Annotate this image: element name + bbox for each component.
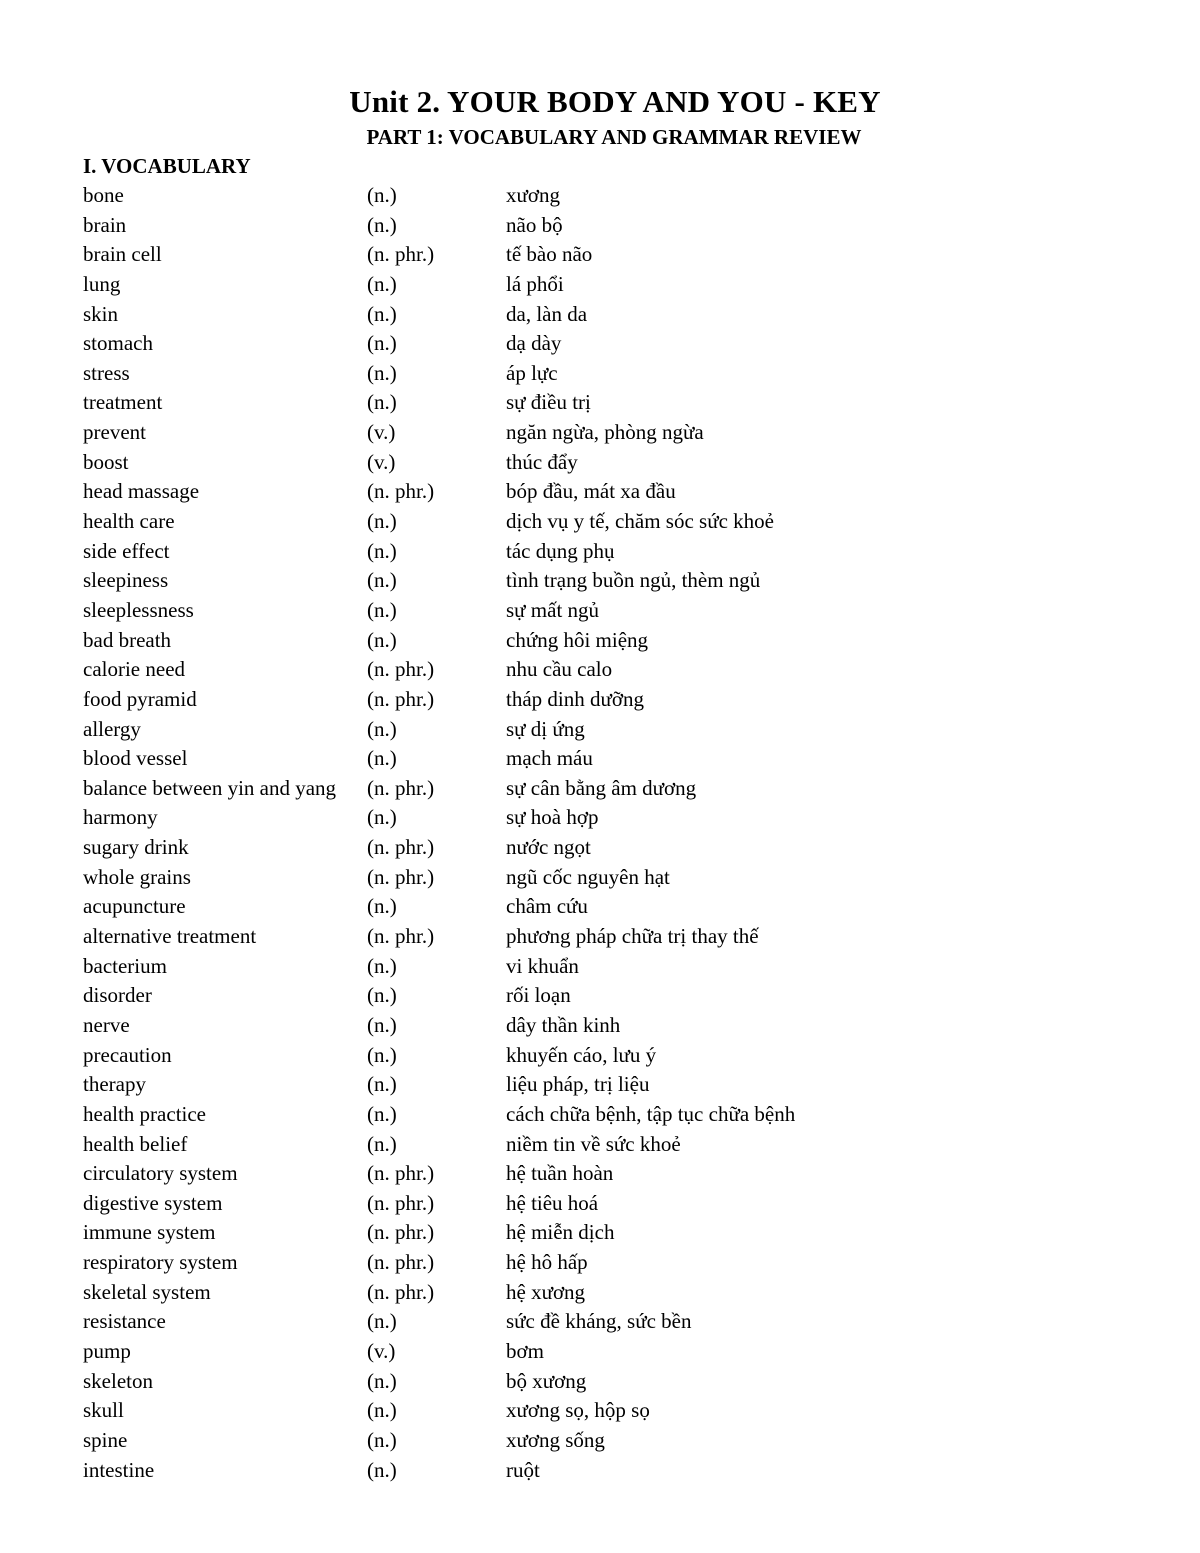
vocabulary-row [83,448,1083,478]
part-of-speech: (n. phr.) [367,924,435,949]
part-of-speech: (n.) [367,1427,397,1452]
vocabulary-meaning: mạch máu [506,746,593,771]
part-of-speech: (n. phr.) [367,864,435,889]
vocabulary-word: bad breath [83,627,172,652]
part-of-speech: (n.) [367,509,397,534]
part-of-speech: (n.) [367,746,397,771]
vocabulary-meaning: hệ miễn dịch [506,1220,615,1245]
vocabulary-row [83,418,1083,448]
vocabulary-word: stomach [83,331,153,356]
part-of-speech: (n.) [367,212,397,237]
vocabulary-word: bacterium [83,953,167,978]
vocabulary-word: calorie need [83,657,186,682]
vocabulary-meaning: sự cân bằng âm dương [506,775,697,800]
vocabulary-row [83,477,1083,507]
vocabulary-word: skeletal system [83,1279,211,1304]
vocabulary-row [83,1426,1083,1456]
vocabulary-row [83,1130,1083,1160]
part-of-speech: (n. phr.) [367,479,435,504]
vocabulary-word: treatment [83,390,163,415]
vocabulary-word: respiratory system [83,1250,238,1275]
vocabulary-row [83,981,1083,1011]
part-of-speech: (n. phr.) [367,835,435,860]
vocabulary-word: brain cell [83,242,162,267]
vocabulary-word: resistance [83,1309,166,1334]
part-of-speech: (n.) [367,953,397,978]
vocabulary-row [83,952,1083,982]
vocabulary-word: sleepiness [83,568,169,593]
vocabulary-row [83,1367,1083,1397]
part-of-speech: (n.) [367,716,397,741]
vocabulary-meaning: xương sọ, hộp sọ [506,1398,650,1423]
vocabulary-word: side effect [83,538,170,563]
vocabulary-meaning: dây thần kinh [506,1012,621,1037]
part-of-speech: (n.) [367,538,397,563]
vocabulary-word: sleeplessness [83,597,194,622]
part-of-speech: (n.) [367,360,397,385]
part-of-speech: (n.) [367,805,397,830]
document-title: Unit 2. YOUR BODY AND YOU - KEY [349,84,881,119]
vocabulary-row [83,833,1083,863]
vocabulary-row [83,537,1083,567]
vocabulary-row [83,1100,1083,1130]
vocabulary-word: food pyramid [83,686,197,711]
vocabulary-word: nerve [83,1012,130,1037]
vocabulary-row [83,388,1083,418]
part-of-speech: (n. phr.) [367,1250,435,1275]
vocabulary-row [83,655,1083,685]
vocabulary-meaning: não bộ [506,212,563,237]
part-of-speech: (v.) [367,420,396,445]
part-of-speech: (v.) [367,1338,396,1363]
vocabulary-row [83,803,1083,833]
vocabulary-word: lung [83,271,121,296]
vocabulary-row [83,774,1083,804]
vocabulary-meaning: bộ xương [506,1368,587,1393]
vocabulary-meaning: ngăn ngừa, phòng ngừa [506,420,704,445]
part-of-speech: (n.) [367,183,397,207]
vocabulary-word: allergy [83,716,141,741]
vocabulary-meaning: phương pháp chữa trị thay thế [506,924,759,949]
vocabulary-word: immune system [83,1220,216,1245]
vocabulary-row [83,270,1083,300]
part-of-speech: (n.) [367,1042,397,1067]
vocabulary-word: boost [83,449,129,474]
part-of-speech: (n.) [367,983,397,1008]
vocabulary-meaning: vi khuẩn [506,953,579,978]
part-of-speech: (n.) [367,390,397,415]
part-of-speech: (n.) [367,894,397,919]
vocabulary-meaning: da, làn da [506,301,588,326]
vocabulary-meaning: nhu cầu calo [506,657,613,682]
vocabulary-word: bone [83,183,124,207]
vocabulary-row [83,1307,1083,1337]
vocabulary-meaning: thúc đẩy [506,449,578,474]
vocabulary-row [83,1041,1083,1071]
vocabulary-row [83,507,1083,537]
vocabulary-meaning: bơm [506,1338,544,1363]
vocabulary-word: alternative treatment [83,924,257,949]
part-of-speech: (n.) [367,331,397,356]
vocabulary-meaning: sức đề kháng, sức bền [506,1309,692,1334]
vocabulary-word: precaution [83,1042,172,1067]
vocabulary-meaning: cách chữa bệnh, tập tục chữa bệnh [506,1101,796,1126]
vocabulary-meaning: xương sống [506,1427,605,1452]
vocabulary-row [83,1011,1083,1041]
vocabulary-meaning: châm cứu [506,894,588,919]
vocabulary-row [83,240,1083,270]
part-of-speech: (n.) [367,627,397,652]
vocabulary-meaning: tháp dinh dưỡng [506,686,644,711]
vocabulary-row [83,211,1083,241]
vocabulary-meaning: tế bào não [506,242,593,267]
vocabulary-meaning: sự điều trị [506,390,591,415]
vocabulary-word: sugary drink [83,835,189,860]
vocabulary-row [83,596,1083,626]
vocabulary-word: skeleton [83,1368,153,1393]
vocabulary-meaning: chứng hôi miệng [506,627,649,652]
vocabulary-row [83,1337,1083,1367]
vocabulary-meaning: hệ tuần hoàn [506,1161,614,1186]
part-of-speech: (n.) [367,1012,397,1037]
vocabulary-row [83,1218,1083,1248]
vocabulary-meaning: nước ngọt [506,835,591,860]
part-of-speech: (n.) [367,301,397,326]
vocabulary-meaning: ruột [506,1457,540,1482]
part-of-speech: (n. phr.) [367,775,435,800]
vocabulary-word: health practice [83,1101,207,1126]
vocabulary-word: disorder [83,983,152,1008]
part-of-speech: (n.) [367,1309,397,1334]
part-of-speech: (n.) [367,271,397,296]
vocabulary-word: acupuncture [83,894,186,919]
part-of-speech: (n.) [367,568,397,593]
part-of-speech: (n. phr.) [367,1161,435,1186]
vocabulary-meaning: lá phổi [506,271,564,296]
vocabulary-word: harmony [83,805,158,830]
vocabulary-row [83,892,1083,922]
vocabulary-row [83,1189,1083,1219]
vocabulary-row [83,685,1083,715]
part-of-speech: (n.) [367,1101,397,1126]
vocabulary-word: health belief [83,1131,188,1156]
part-of-speech: (n.) [367,1131,397,1156]
vocabulary-word: skin [83,301,119,326]
vocabulary-word: balance between yin and yang [83,775,337,800]
vocabulary-row [83,1248,1083,1278]
vocabulary-word: intestine [83,1457,155,1482]
vocabulary-meaning: áp lực [506,360,558,385]
vocabulary-row [83,922,1083,952]
vocabulary-row [83,1396,1083,1426]
vocabulary-row [83,1159,1083,1189]
part-of-speech: (n. phr.) [367,1279,435,1304]
vocabulary-word: health care [83,509,175,534]
vocabulary-word: circulatory system [83,1161,238,1186]
vocabulary-list [83,181,1083,1485]
vocabulary-row [83,1070,1083,1100]
vocabulary-meaning: sự dị ứng [506,716,585,741]
vocabulary-row [83,1278,1083,1308]
part-of-speech: (n. phr.) [367,1190,435,1215]
vocabulary-meaning: xương [506,183,560,207]
part-of-speech: (n.) [367,1368,397,1393]
vocabulary-word: stress [83,360,130,385]
vocabulary-word: blood vessel [83,746,188,771]
vocabulary-row [83,359,1083,389]
part-of-speech: (n. phr.) [367,242,435,267]
vocabulary-word: digestive system [83,1190,223,1215]
vocabulary-row [83,181,1083,211]
vocabulary-row [83,626,1083,656]
vocabulary-meaning: hệ tiêu hoá [506,1190,599,1215]
vocabulary-word: brain [83,212,127,237]
vocabulary-meaning: niềm tin về sức khoẻ [506,1131,681,1156]
vocabulary-meaning: tình trạng buồn ngủ, thèm ngủ [506,568,761,593]
part-of-speech: (n.) [367,597,397,622]
vocabulary-meaning: khuyến cáo, lưu ý [506,1042,657,1067]
vocabulary-meaning: dịch vụ y tế, chăm sóc sức khoẻ [506,509,774,534]
vocabulary-row [83,1456,1083,1486]
vocabulary-word: therapy [83,1072,146,1097]
vocabulary-row [83,744,1083,774]
document-subtitle: PART 1: VOCABULARY AND GRAMMAR REVIEW [366,125,862,149]
part-of-speech: (n.) [367,1398,397,1423]
part-of-speech: (n.) [367,1072,397,1097]
vocabulary-word: skull [83,1398,124,1423]
vocabulary-meaning: dạ dày [506,331,562,356]
vocabulary-meaning: rối loạn [506,983,571,1008]
vocabulary-row [83,329,1083,359]
part-of-speech: (n. phr.) [367,1220,435,1245]
vocabulary-meaning: hệ xương [506,1279,586,1304]
vocabulary-row [83,566,1083,596]
vocabulary-meaning: hệ hô hấp [506,1250,588,1275]
part-of-speech: (v.) [367,449,396,474]
vocabulary-word: pump [83,1338,131,1363]
vocabulary-row [83,863,1083,893]
vocabulary-row [83,300,1083,330]
part-of-speech: (n. phr.) [367,657,435,682]
vocabulary-meaning: tác dụng phụ [506,538,615,563]
vocabulary-meaning: bóp đầu, mát xa đầu [506,479,676,504]
vocabulary-meaning: ngũ cốc nguyên hạt [506,864,670,889]
vocabulary-meaning: liệu pháp, trị liệu [506,1072,650,1097]
part-of-speech: (n. phr.) [367,686,435,711]
vocabulary-word: head massage [83,479,200,504]
section-heading: I. VOCABULARY [83,154,251,178]
vocabulary-meaning: sự mất ngủ [506,597,600,622]
vocabulary-word: prevent [83,420,146,445]
vocabulary-row [83,715,1083,745]
vocabulary-meaning: sự hoà hợp [506,805,599,830]
vocabulary-word: whole grains [83,864,191,889]
vocabulary-word: spine [83,1427,128,1452]
part-of-speech: (n.) [367,1457,397,1482]
